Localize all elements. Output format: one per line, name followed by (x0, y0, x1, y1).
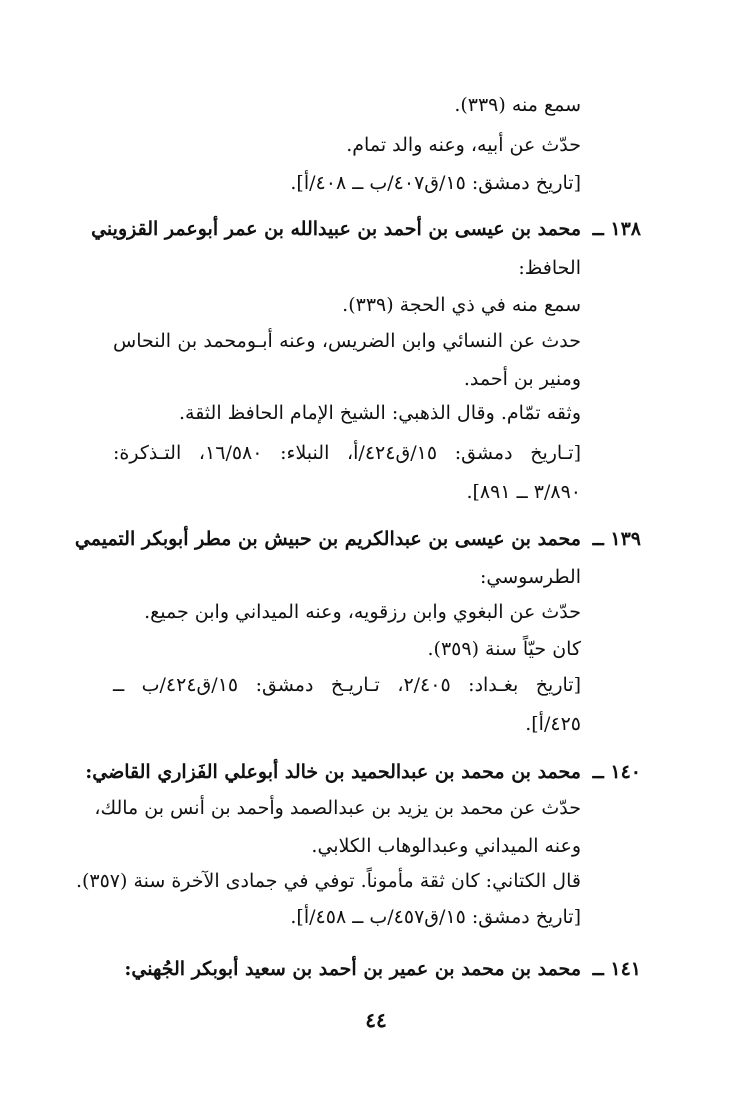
entry-138-line-5: وثقه تمّام. وقال الذهبي: الشيخ الإمام الحافظ الثقة. (178, 402, 581, 424)
entry-138-number: ١٣٨ ــ (592, 218, 641, 240)
entry-139-line-5: ٤٢٥/أ]. (525, 713, 581, 735)
entry-138-line-2: سمع منه في ذي الحجة (٣٣٩). (342, 294, 581, 316)
entry-138-line-7: ٣/٨٩٠ ــ ٨٩١]. (466, 481, 581, 503)
entry-140-line-2: وعنه الميداني وعبدالوهاب الكلابي. (311, 835, 581, 857)
entry-140-line-4: [تاريخ دمشق: ١٥/ق٤٥٧/ب ــ ٤٥٨/أ]. (290, 906, 581, 928)
intro-line-3: [تاريخ دمشق: ١٥/ق٤٠٧/ب ــ ٤٠٨/أ]. (290, 172, 581, 194)
entry-139-line-4: [تاريخ بغـداد: ٢/٤٠٥، تـاريـخ دمشق: ١٥/ق٤٢٤/ب ــ (113, 674, 581, 696)
page-number: ٤٤ (365, 1008, 387, 1032)
entry-140-name: محمد بن محمد بن عبدالحميد بن خالد أبوعلي الفَزاري القاضي: (85, 761, 581, 783)
entry-139-line-3: كان حيّاً سنة (٣٥٩). (427, 638, 581, 660)
entry-140-line-1: حدّث عن محمد بن يزيد بن عبدالصمد وأحمد بن أنس بن مالك، (94, 797, 581, 819)
entry-139-line-2: حدّث عن البغوي وابن رزقويه، وعنه الميداني وابن جميع. (144, 601, 581, 623)
entry-138-line-3: حدث عن النسائي وابن الضريس، وعنه أبـومحمد بن النحاس (113, 330, 581, 352)
entry-139-line-1: الطرسوسي: (479, 566, 581, 588)
entry-140-number: ١٤٠ ــ (592, 761, 641, 783)
entry-138-line-6: [تـاريخ دمشق: ١٥/ق٤٢٤/أ، النبلاء: ١٦/٥٨٠، التـذكرة: (113, 442, 581, 464)
intro-line-2: حدّث عن أبيه، وعنه والد تمام. (346, 134, 581, 156)
entry-138-line-4: ومنير بن أحمد. (463, 368, 581, 390)
entry-138-name: محمد بن عيسى بن أحمد بن عبيدالله بن عمر أبوعمر القزويني (91, 218, 581, 240)
entry-141-number: ١٤١ ــ (592, 958, 641, 980)
entry-141-name: محمد بن محمد بن عمير بن أحمد بن سعيد أبوبكر الجُهني: (124, 958, 581, 980)
entry-140-line-3: قال الكتاني: كان ثقة مأموناً. توفي في جمادى الآخرة سنة (٣٥٧). (75, 870, 581, 892)
entry-139-number: ١٣٩ ــ (592, 528, 641, 550)
entry-139-name: محمد بن عيسى بن عبدالكريم بن حبيش بن مطر أبوبكر التميمي (74, 528, 581, 550)
entry-138-line-1: الحافظ: (518, 257, 581, 279)
intro-line-1: سمع منه (٣٣٩). (454, 94, 581, 116)
